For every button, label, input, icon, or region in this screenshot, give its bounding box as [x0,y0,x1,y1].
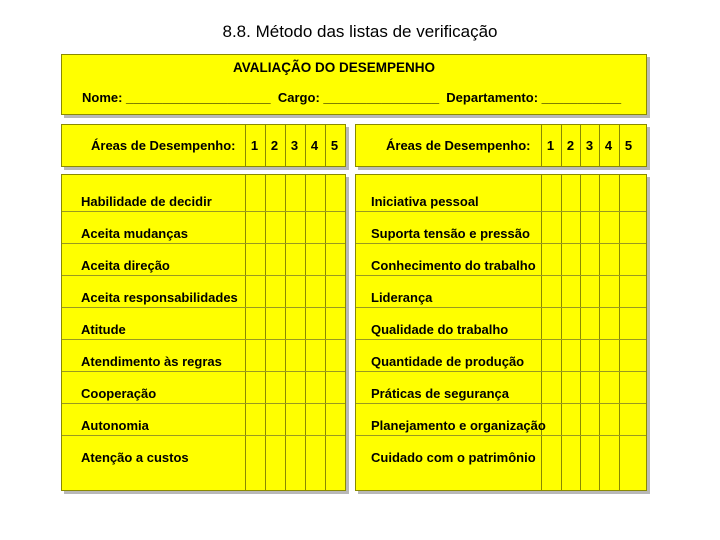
left-area-label: Aceita direção [81,258,170,273]
left-area-label: Cooperação [81,386,157,401]
left-rating-cell-5[interactable] [326,372,345,403]
right-rating-cell-2[interactable] [562,276,580,307]
left-rating-cell-1[interactable] [246,436,265,467]
right-rating-cell-5[interactable] [620,212,646,243]
right-rating-cell-1[interactable] [542,180,561,211]
right-area-label: Liderança [371,290,433,305]
right-rating-cell-4[interactable] [600,372,619,403]
left-rating-cell-4[interactable] [306,436,325,467]
right-rating-cell-5[interactable] [620,436,646,467]
left-rating-cell-3[interactable] [286,340,305,371]
left-rating-cell-2[interactable] [266,404,285,435]
left-rating-cell-3[interactable] [286,404,305,435]
right-rating-cell-3[interactable] [581,308,599,339]
right-rating-cell-1[interactable] [542,212,561,243]
left-scale-3: 3 [290,138,299,153]
right-rating-cell-1[interactable] [542,244,561,275]
right-rating-cell-4[interactable] [600,180,619,211]
right-rating-cell-2[interactable] [562,180,580,211]
right-rating-cell-5[interactable] [620,244,646,275]
right-rating-cell-2[interactable] [562,308,580,339]
left-rating-cell-4[interactable] [306,340,325,371]
left-rating-cell-1[interactable] [246,340,265,371]
left-rating-cell-3[interactable] [286,244,305,275]
left-rating-cell-3[interactable] [286,372,305,403]
left-rating-cell-4[interactable] [306,372,325,403]
left-rating-cell-2[interactable] [266,308,285,339]
right-rating-cell-5[interactable] [620,340,646,371]
right-column-header-panel [355,124,647,167]
left-rating-cell-2[interactable] [266,340,285,371]
right-area-label: Práticas de segurança [371,386,510,401]
left-scale-2: 2 [270,138,279,153]
left-scale-5: 5 [330,138,339,153]
left-rating-cell-2[interactable] [266,276,285,307]
right-rating-cell-2[interactable] [562,244,580,275]
right-area-label: Conhecimento do trabalho [371,258,536,273]
right-rating-cell-1[interactable] [542,276,561,307]
left-rating-cell-1[interactable] [246,308,265,339]
left-rating-cell-5[interactable] [326,308,345,339]
left-area-label: Atendimento às regras [81,354,222,369]
right-rating-cell-2[interactable] [562,436,580,467]
right-areas-header: Áreas de Desempenho: [386,138,531,153]
left-area-label: Aceita responsabilidades [81,290,238,305]
right-rating-cell-2[interactable] [562,404,580,435]
left-rating-cell-1[interactable] [246,244,265,275]
right-rating-cell-5[interactable] [620,372,646,403]
left-rating-cell-3[interactable] [286,308,305,339]
right-rating-cell-5[interactable] [620,308,646,339]
left-rating-cell-4[interactable] [306,276,325,307]
right-rating-cell-1[interactable] [542,372,561,403]
right-rating-cell-1[interactable] [542,404,561,435]
left-rating-cell-4[interactable] [306,212,325,243]
employee-fields-line: Nome: ____________________ Cargo: ________________ Departamento: ___________ [82,90,622,105]
right-rating-cell-4[interactable] [600,212,619,243]
evaluation-header-panel [61,54,647,115]
right-rating-cell-5[interactable] [620,404,646,435]
right-area-label: Planejamento e organização [371,418,546,433]
left-rating-cell-2[interactable] [266,244,285,275]
right-rating-cell-1[interactable] [542,436,561,467]
left-rating-cell-4[interactable] [306,404,325,435]
right-rating-cell-5[interactable] [620,276,646,307]
left-rating-cell-4[interactable] [306,308,325,339]
right-rating-cell-4[interactable] [600,276,619,307]
left-rating-cell-5[interactable] [326,404,345,435]
left-rating-cell-1[interactable] [246,212,265,243]
left-rating-cell-2[interactable] [266,212,285,243]
right-area-label: Suporta tensão e pressão [371,226,530,241]
right-rating-cell-3[interactable] [581,340,599,371]
left-rating-cell-1[interactable] [246,276,265,307]
right-area-label: Qualidade do trabalho [371,322,509,337]
right-areas-table [355,174,647,491]
right-rating-cell-3[interactable] [581,276,599,307]
form-title: AVALIAÇÃO DO DESEMPENHO [232,60,435,75]
right-rating-cell-4[interactable] [600,308,619,339]
right-rating-cell-4[interactable] [600,340,619,371]
left-rating-cell-1[interactable] [246,180,265,211]
left-areas-table [61,174,346,491]
left-rating-cell-1[interactable] [246,404,265,435]
left-column-header-panel [61,124,346,167]
right-area-label: Iniciativa pessoal [371,194,479,209]
right-scale-2: 2 [566,138,575,153]
right-rating-cell-4[interactable] [600,244,619,275]
right-rating-cell-3[interactable] [581,436,599,467]
right-rating-cell-5[interactable] [620,180,646,211]
right-scale-3: 3 [585,138,594,153]
right-rating-cell-1[interactable] [542,308,561,339]
right-scale-1: 1 [546,138,555,153]
right-rating-cell-3[interactable] [581,212,599,243]
right-rating-cell-2[interactable] [562,212,580,243]
right-scale-5: 5 [624,138,633,153]
left-scale-4: 4 [310,138,319,153]
left-rating-cell-2[interactable] [266,436,285,467]
right-area-label: Cuidado com o patrimônio [371,450,536,465]
right-rating-cell-1[interactable] [542,340,561,371]
right-rating-cell-4[interactable] [600,436,619,467]
left-rating-cell-5[interactable] [326,180,345,211]
left-rating-cell-2[interactable] [266,180,285,211]
left-area-label: Autonomia [81,418,149,433]
right-area-label: Quantidade de produção [371,354,525,369]
right-rating-cell-3[interactable] [581,372,599,403]
left-rating-cell-3[interactable] [286,436,305,467]
left-rating-cell-2[interactable] [266,372,285,403]
left-area-label: Atenção a custos [81,450,189,465]
left-rating-cell-5[interactable] [326,436,345,467]
left-area-label: Atitude [81,322,126,337]
right-rating-cell-2[interactable] [562,372,580,403]
left-scale-1: 1 [250,138,259,153]
left-rating-cell-1[interactable] [246,372,265,403]
right-rating-cell-2[interactable] [562,340,580,371]
left-area-label: Aceita mudanças [81,226,188,241]
left-rating-cell-5[interactable] [326,212,345,243]
right-rating-cell-3[interactable] [581,180,599,211]
right-rating-cell-3[interactable] [581,244,599,275]
left-rating-cell-5[interactable] [326,340,345,371]
left-areas-header: Áreas de Desempenho: [91,138,236,153]
right-rating-cell-3[interactable] [581,404,599,435]
right-scale-4: 4 [604,138,613,153]
left-rating-cell-5[interactable] [326,276,345,307]
right-rating-cell-4[interactable] [600,404,619,435]
left-rating-cell-4[interactable] [306,180,325,211]
left-area-label: Habilidade de decidir [81,194,212,209]
left-rating-cell-3[interactable] [286,276,305,307]
left-rating-cell-3[interactable] [286,212,305,243]
left-rating-cell-5[interactable] [326,244,345,275]
page-title: 8.8. Método das listas de verificação [222,22,498,41]
left-rating-cell-4[interactable] [306,244,325,275]
left-rating-cell-3[interactable] [286,180,305,211]
